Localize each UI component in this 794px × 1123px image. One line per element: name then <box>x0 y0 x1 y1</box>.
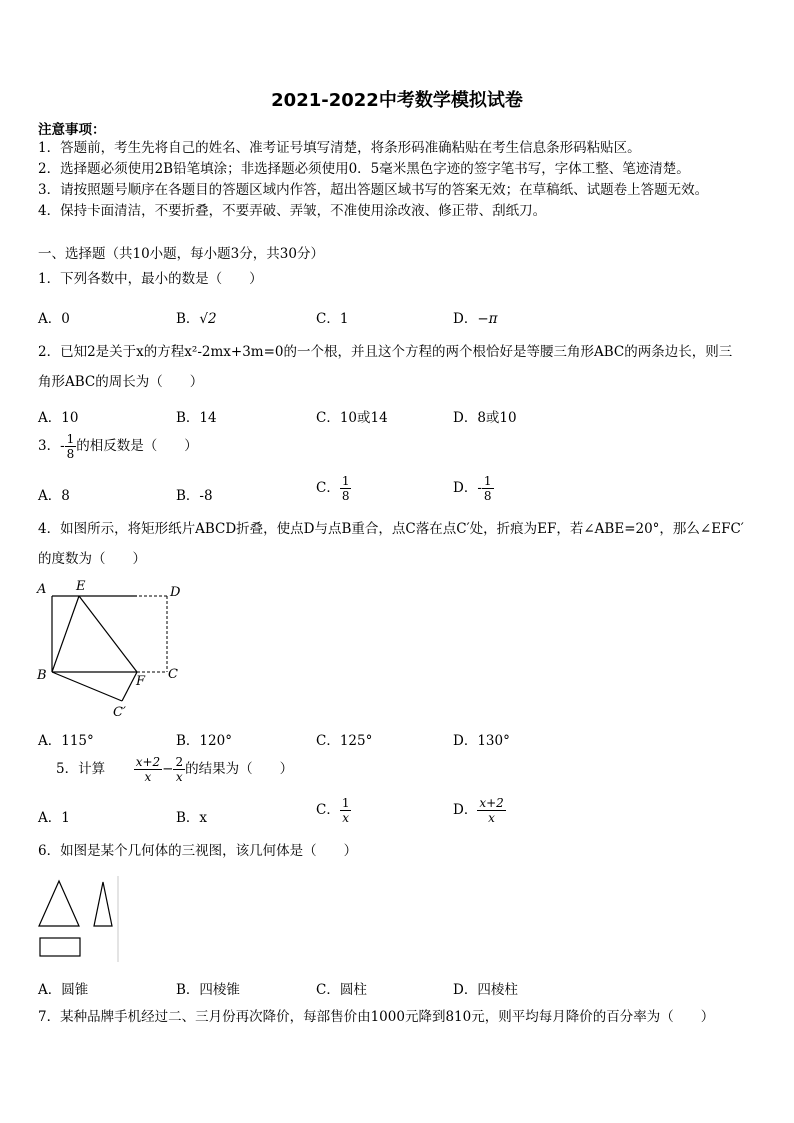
q7-stem: 7．某种品牌手机经过二、三月份再次降价，每部售价由1000元降到810元，则平均每月降价的百分率为（ ） <box>38 1009 715 1025</box>
section-heading: 一、选择题（共10小题，每小题3分，共30分） <box>38 246 324 262</box>
q2-option-b: B．14 <box>176 410 217 426</box>
q3-option-b: B．-8 <box>176 488 213 504</box>
q4-figure <box>34 575 194 725</box>
q5-option-d-den: x <box>488 811 495 825</box>
q5-option-d-label: D． <box>453 802 478 818</box>
q3-option-c-den: 8 <box>341 489 350 503</box>
q4-option-c: C．125° <box>316 733 373 749</box>
q2-option-d: D．8或10 <box>453 410 517 426</box>
q2-option-a: A．10 <box>38 410 79 426</box>
q1-option-c: C．1 <box>316 311 349 327</box>
q4-label-a: A <box>37 582 47 597</box>
q6-stem: 6．如图是某个几何体的三视图，该几何体是（ ） <box>38 843 358 859</box>
q1-option-d <box>453 307 498 327</box>
q5-stem <box>56 755 293 784</box>
q6-option-d: D．四棱柱 <box>453 982 518 998</box>
q6-top-view-rectangle <box>40 938 80 956</box>
q5-option-d-num: x+2 <box>479 796 504 810</box>
q1-option-b <box>176 307 217 327</box>
q4-segment-cprime-f <box>122 672 137 701</box>
q2-stem-line1: 2．已知2是关于x的方程x²-2mx+3m=0的一个根，并且这个方程的两个根恰好是等腰三角形ABC的两条边长，则三 <box>38 344 733 360</box>
q3-fraction-num: 1 <box>66 432 75 446</box>
notice-item-3: 3．请按照题号顺序在各题目的答题区域内作答，超出答题区域书写的答案无效；在草稿纸、试题卷上答题无效。 <box>38 182 709 198</box>
q5-fraction-2-den: x <box>175 770 183 784</box>
q6-option-a: A．圆锥 <box>38 982 89 998</box>
q4-stem-line2: 的度数为（ ） <box>38 551 146 567</box>
page-title: 2021-2022中考数学模拟试卷 <box>271 90 523 111</box>
q4-label-e: E <box>76 579 86 594</box>
q4-label-d: D <box>170 585 181 600</box>
q3-fraction <box>65 432 77 461</box>
q5-option-b: B．x <box>176 810 208 826</box>
q5-option-c-num: 1 <box>341 796 350 810</box>
q5-fraction-2 <box>173 755 185 784</box>
q4-segment-ef <box>79 596 137 672</box>
notice-item-1: 1．答题前，考生先将自己的姓名、准考证号填写清楚，将条形码准确粘贴在考生信息条形码粘贴区。 <box>38 140 641 156</box>
q3-option-d <box>453 474 494 503</box>
q4-stem-line1: 4．如图所示，将矩形纸片ABCD折叠，使点D与点B重合，点C落在点C′处，折痕为EF，若∠ABE=20°，那么∠EFC′ <box>38 521 744 537</box>
q1-stem: 1．下列各数中，最小的数是（ ） <box>38 271 263 287</box>
q1-option-b-value: √2 <box>199 311 217 327</box>
q6-option-b: B．四棱锥 <box>176 982 240 998</box>
q1-option-d-value: −π <box>477 311 498 327</box>
q4-option-a: A．115° <box>38 733 94 749</box>
q4-segment-be <box>52 596 79 672</box>
q4-option-b: B．120° <box>176 733 232 749</box>
notice-heading: 注意事项： <box>38 122 106 138</box>
q3-option-d-den: 8 <box>483 489 492 503</box>
q5-minus: − <box>162 761 174 777</box>
q3-option-d-num: 1 <box>483 474 492 488</box>
q5-label: 5．计算 <box>56 761 106 777</box>
q1-option-a: A．0 <box>38 311 70 327</box>
q6-three-view-figure <box>34 874 124 964</box>
q1-option-d-label: D． <box>453 311 478 327</box>
q5-option-c-den: x <box>342 811 350 825</box>
q3-option-d-label: D．- <box>453 480 482 496</box>
q3-option-d-fraction <box>482 474 494 503</box>
q3-prefix: 3．- <box>38 438 65 454</box>
q2-stem-line2: 角形ABC的周长为（ ） <box>38 374 204 390</box>
q5-fraction-1-num: x+2 <box>135 755 161 769</box>
q4-label-c: C <box>168 667 178 682</box>
q3-option-c-fraction <box>340 474 352 503</box>
q4-label-cprime: C′ <box>113 705 126 720</box>
q5-option-d <box>453 796 506 825</box>
q5-option-a: A．1 <box>38 810 70 826</box>
q3-stem <box>38 432 198 461</box>
q3-option-c-label: C． <box>316 480 340 496</box>
q5-option-c-fraction <box>340 796 352 825</box>
q6-side-view-triangle <box>94 882 112 926</box>
q5-suffix: 的结果为（ ） <box>185 761 294 777</box>
q4-segment-bcprime <box>52 672 122 701</box>
q4-option-d: D．130° <box>453 733 510 749</box>
q4-label-f: F <box>136 674 146 689</box>
q5-option-d-fraction <box>477 796 505 825</box>
q2-option-c: C．10或14 <box>316 410 388 426</box>
q5-fraction-1-den: x <box>144 770 152 784</box>
q6-front-view-triangle <box>39 881 79 926</box>
q5-option-c-label: C． <box>316 802 340 818</box>
q3-suffix: 的相反数是（ ） <box>76 438 198 454</box>
q3-option-c <box>316 474 351 503</box>
q3-fraction-den: 8 <box>66 447 75 461</box>
notice-item-2: 2．选择题必须使用2B铅笔填涂；非选择题必须使用0．5毫米黑色字迹的签字笔书写，字体工整、笔迹清楚。 <box>38 161 690 177</box>
q6-option-c: C．圆柱 <box>316 982 367 998</box>
q5-fraction-1 <box>134 755 162 784</box>
notice-item-4: 4．保持卡面清洁，不要折叠，不要弄破、弄皱，不准使用涂改液、修正带、刮纸刀。 <box>38 203 547 219</box>
q3-option-c-num: 1 <box>341 474 350 488</box>
q5-option-c <box>316 796 351 825</box>
q3-option-a: A．8 <box>38 488 70 504</box>
q1-option-b-label: B． <box>176 311 200 327</box>
q5-fraction-2-num: 2 <box>175 755 184 769</box>
q4-label-b: B <box>37 668 47 683</box>
